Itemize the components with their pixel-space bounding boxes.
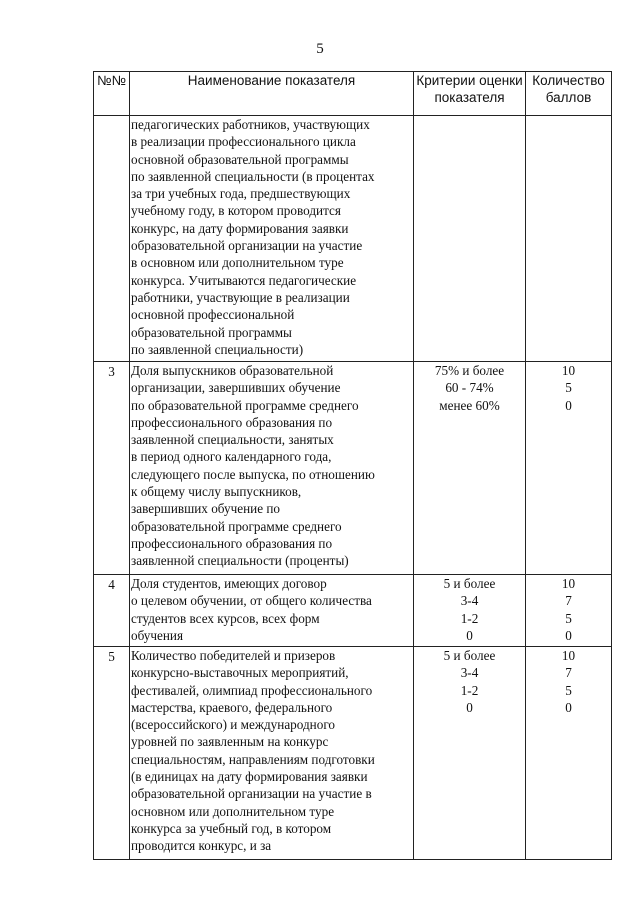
row-points-line: 0 [565, 397, 572, 413]
row-number: 4 [94, 575, 130, 647]
row-description-line: студентов всех курсов, всех форм [131, 610, 320, 626]
row-points [526, 362, 612, 575]
row-points-line: 5 [565, 380, 572, 396]
row-description-line: в период одного календарного года, [131, 449, 332, 465]
row-criteria [414, 116, 526, 362]
row-points-line: 5 [565, 610, 572, 626]
row-description-line: организации, завершивших обучение [131, 380, 341, 396]
row-description-line: фестивалей, олимпиад профессионального [131, 682, 373, 698]
row-description-line: по заявленной специальности (в процентах [131, 168, 375, 184]
row-description-line: основной профессиональной [131, 307, 295, 323]
table-header-row [94, 72, 612, 116]
row-description [130, 575, 414, 647]
table-row [94, 647, 612, 860]
header-criteria-line: Критерии оценки [416, 73, 523, 88]
criteria-table [93, 71, 612, 860]
header-indicator-name: Наименование показателя [130, 72, 414, 116]
row-points-line: 10 [561, 363, 576, 378]
row-criteria-line: 0 [466, 699, 473, 715]
row-description [130, 647, 414, 860]
row-points-line: 10 [561, 648, 576, 663]
row-description-line: профессионального образования по [131, 414, 333, 430]
row-description-line: обучения [131, 627, 184, 643]
row-description-line: следующего после выпуска, по отношению [131, 466, 375, 482]
row-criteria-line: 5 и более [443, 576, 496, 591]
row-description-line: образовательной организации на участие в [131, 786, 372, 802]
row-description-line: педагогических работников, участвующих [131, 117, 370, 132]
row-description-line: учебному году, в котором проводится [131, 203, 341, 219]
row-number: 3 [94, 362, 130, 575]
row-criteria-line: 60 - 74% [445, 380, 494, 396]
row-criteria-line: 1-2 [460, 610, 479, 626]
header-criteria [414, 72, 526, 116]
header-criteria-line: показателя [434, 90, 505, 105]
row-description-line: конкурса за учебный год, в котором [131, 820, 332, 836]
row-points-line: 0 [565, 699, 572, 715]
row-points [526, 116, 612, 362]
row-description [130, 362, 414, 575]
row-points-line: 7 [565, 593, 572, 609]
row-criteria [414, 575, 526, 647]
table-row [94, 116, 612, 362]
row-criteria-line: 3-4 [460, 665, 479, 681]
row-description-line: профессионального образования по [131, 535, 333, 551]
row-description-line: основном или дополнительном туре [131, 803, 335, 819]
row-description-line: образовательной программы [131, 324, 292, 340]
row-description-line: к общему числу выпускников, [131, 484, 302, 500]
row-criteria-line: менее 60% [439, 397, 500, 413]
row-points-line: 5 [565, 682, 572, 698]
row-number: 5 [94, 647, 130, 860]
row-description-line: о целевом обучении, от общего количества [131, 593, 372, 609]
row-description-line: Доля студентов, имеющих договор [131, 576, 327, 591]
row-description-line: уровней по заявленным на конкурс [131, 734, 329, 750]
row-description-line: работники, участвующие в реализации [131, 289, 350, 305]
row-points-line: 7 [565, 665, 572, 681]
row-criteria [414, 647, 526, 860]
row-criteria-line: 3-4 [460, 593, 479, 609]
row-description-line: (всероссийского) и международного [131, 717, 336, 733]
row-points [526, 575, 612, 647]
row-description-line: Доля выпускников образовательной [131, 363, 334, 378]
row-description-line: образовательной организации на участие [131, 238, 363, 254]
row-description-line: по образовательной программе среднего [131, 397, 359, 413]
row-description-line: конкурса. Учитываются педагогические [131, 272, 357, 288]
row-description-line: проводится конкурс, и за [131, 838, 272, 854]
row-description-line: специальностям, направлениям подготовки [131, 751, 375, 767]
header-points-line: баллов [545, 90, 592, 105]
row-description-line: Количество победителей и призеров [131, 648, 336, 663]
row-criteria-line: 5 и более [443, 648, 496, 663]
row-criteria-line: 0 [466, 627, 473, 643]
header-points [526, 72, 612, 116]
row-description-line: образовательной программе среднего [131, 518, 342, 534]
header-points-line: Количество [532, 73, 605, 88]
row-description-line: (в единицах на дату формирования заявки [131, 769, 368, 785]
row-description-line: конкурсно-выставочных мероприятий, [131, 665, 349, 681]
row-description-line: завершивших обучение по [131, 501, 280, 517]
row-description-line: основной образовательной программы [131, 151, 349, 167]
row-criteria-line: 1-2 [460, 682, 479, 698]
row-description [130, 116, 414, 362]
row-description-line: в реализации профессионального цикла [131, 134, 356, 150]
table-row [94, 362, 612, 575]
row-points [526, 647, 612, 860]
row-points-line: 10 [561, 576, 576, 591]
row-description-line: за три учебных года, предшествующих [131, 186, 351, 202]
row-description-line: заявленной специальности, занятых [131, 432, 334, 448]
page-number: 5 [316, 41, 324, 57]
row-description-line: в основном или дополнительном туре [131, 255, 344, 271]
row-description-line: заявленной специальности (проценты) [131, 553, 349, 569]
row-description-line: по заявленной специальности) [131, 341, 304, 357]
row-criteria-line: 75% и более [434, 363, 505, 378]
row-number [94, 116, 130, 362]
table-row [94, 575, 612, 647]
row-description-line: мастерства, краевого, федерального [131, 699, 333, 715]
row-points-line: 0 [565, 627, 572, 643]
header-number: №№ [94, 72, 130, 116]
row-criteria [414, 362, 526, 575]
row-description-line: конкурс, на дату формирования заявки [131, 220, 349, 236]
